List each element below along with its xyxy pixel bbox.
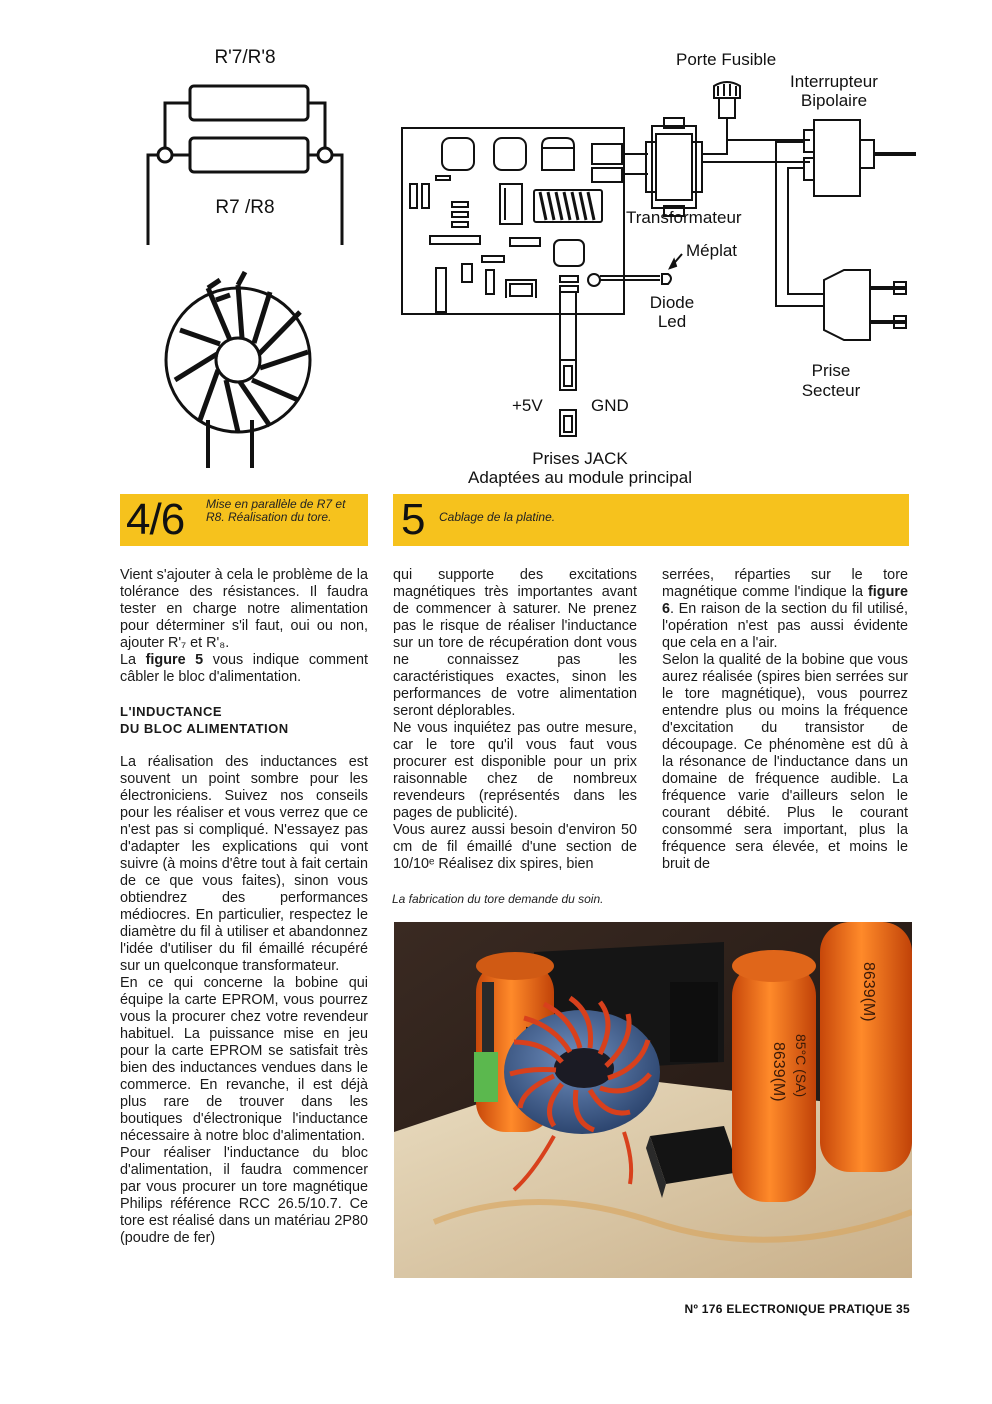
label-interrupteur: Interrupteur (790, 72, 878, 91)
article-column-3 (662, 567, 908, 873)
label-diode: Diode (649, 293, 695, 312)
figure-reference: figure 6 (662, 584, 908, 617)
page-footer: Nº 176 ELECTRONIQUE PRATIQUE 35 (684, 1302, 910, 1316)
photo-caption: La fabrication du tore demande du soin. (392, 892, 604, 906)
figure-number-4-6: 4/6 (126, 495, 185, 544)
label-r7-prime-r8-prime: R'7/R'8 (214, 47, 276, 68)
paragraph: serrées, réparties sur le tore magnétique comme l'indique la figure 6. En raison de la section du fil utilisé, l'opération n'est pas aussi évidente que cela en a l'air. (662, 567, 908, 651)
article-column-1 (120, 567, 368, 1247)
toroid-drawing (166, 272, 310, 468)
label-prises-jack: Prises JACK (532, 449, 628, 468)
capacitor-marking: 8639(M) (860, 962, 877, 1022)
paragraph: En ce qui concerne la bobine qui équipe la carte EPROM, vous pourrez vous la procurer chez votre revendeur habituel. La puissance mise en jeu pour la carte EPROM se satisfait très bien des inductances vendues dans le commerce. En revanche, il est déjà plus rare de trouver dans les boutiques d'électronique l'inductance nécessaire à notre bloc d'alimentation. (120, 975, 368, 1144)
label-plus-5v: +5V (512, 396, 543, 415)
label-prise: Prise (811, 361, 851, 380)
label-secteur: Secteur (801, 381, 861, 400)
figure-reference: figure 5 (145, 652, 204, 668)
label-gnd: GND (591, 396, 629, 415)
figure-number-5: 5 (401, 495, 425, 544)
label-r7-r8: R7 /R8 (215, 197, 275, 218)
figure-4-6-banner (120, 494, 368, 546)
paragraph: Pour réaliser l'inductance du bloc d'alimentation, il faudra commencer par vous procurer un tore magnétique Philips référence RCC 26.5/10.7. Ce tore est réalisé dans un matériau 2P80 (poudre de fer) (120, 1145, 368, 1246)
capacitor-marking: 85°C (SA) (793, 1034, 809, 1098)
section-heading: L'INDUCTANCE DU BLOC ALIMENTATION (120, 704, 289, 736)
label-adaptees-module: Adaptées au module principal (468, 468, 692, 487)
paragraph: qui supporte des excitations magnétiques très importantes avant de commencer à saturer. Ne prenez pas le risque de réaliser l'inductance sur un tore de récupération dont vous ne connaissez pas les caractéristiques exactes, sinon les performances de votre alimentation seront déplorables. (393, 567, 637, 719)
label-bipolaire: Bipolaire (800, 91, 868, 110)
paragraph: Ne vous inquiétez pas outre mesure, car le tore qu'il vous faut vous procurer est disponible pour un prix raisonnable chez de nombreux revendeurs (représentés dans les pages de publicité). (393, 720, 637, 821)
figure-5-caption: Cablage de la platine. (439, 510, 556, 524)
led-symbol (662, 274, 671, 284)
label-transformateur: Transformateur (626, 208, 742, 227)
figure-4-6-caption: Mise en parallèle de R7 et R8. Réalisation du tore. (206, 497, 346, 524)
figure-4-6-drawing (120, 40, 380, 480)
toroid-photo-illustration (394, 922, 912, 1278)
label-led: Led (657, 312, 687, 331)
article-column-2 (393, 567, 637, 873)
label-meplat: Méplat (686, 241, 738, 260)
resistor-r7-prime (190, 86, 308, 120)
paragraph: Vous aurez aussi besoin d'environ 50 cm de fil émaillé d'une section de 10/10ᵉ Réalisez dix spires, bien (393, 822, 637, 872)
resistor-r7 (190, 138, 308, 172)
paragraph: La réalisation des inductances est souvent un point sombre pour les électroniciens. Suivez nos conseils pour les réaliser et vous verrez que ce n'est pas si compliqué. N'essayez pas d'adapter les explications qui vont suivre (à moins d'être tout à fait certain de ce que vous faites), sinon vous obtiendrez des performances médiocres. En particulier, respectez le diamètre du fil à utiliser et abandonnez l'idée d'utiliser du fil émaillé récupéré sur un quelconque transformateur. (120, 754, 368, 974)
fuse-holder-symbol (714, 82, 740, 140)
transformer-symbol (646, 118, 702, 216)
bipolar-switch-symbol (804, 120, 916, 196)
toroid-photo (394, 922, 912, 1278)
mains-plug-symbol (824, 270, 906, 340)
paragraph: Vient s'ajouter à cela le problème de la tolérance des résistances. Il faudra tester en charge notre alimentation pour déterminer s'il faut, oui ou non, ajouter R'₇ et R'₈. (120, 567, 368, 651)
paragraph: La figure 5 vous indique comment câbler le bloc d'alimentation. (120, 652, 368, 685)
figure-5-banner (393, 494, 909, 546)
paragraph: Selon la qualité de la bobine que vous aurez réalisée (spires bien serrées sur le tore magnétique), vous pourrez entendre plus ou moins la fréquence d'excitation du transistor de découpage. Ce phénomène est dû à la résonance de l'inductance dans un domaine de fréquence audible. La fréquence varie d'ailleurs selon le courant débité. Plus le courant consommé sera important, plus la fréquence sera élevée, et moins le bruit de (662, 652, 908, 872)
label-porte-fusible: Porte Fusible (676, 50, 777, 69)
capacitor-marking: 8639(M) (770, 1042, 787, 1102)
